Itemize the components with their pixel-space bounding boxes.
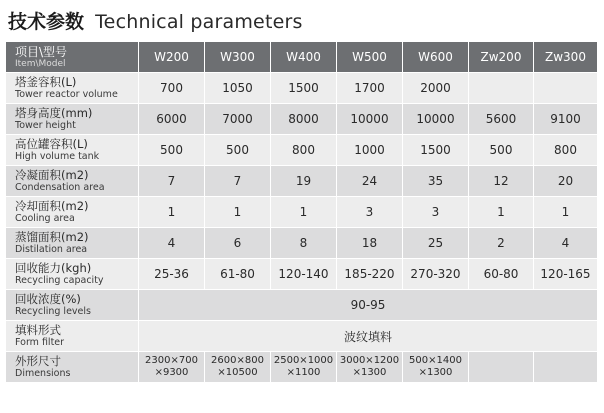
row-label-cn: 塔釜容积(L): [15, 75, 77, 89]
table-cell: 8000: [271, 104, 337, 135]
table-cell: [534, 73, 598, 104]
table-cell: 6000: [139, 104, 205, 135]
table-cell: 24: [337, 166, 403, 197]
row-label: [6, 73, 139, 104]
model-header: W600: [403, 42, 469, 73]
table-cell: 1000: [337, 135, 403, 166]
row-label-en: Distilation area: [15, 244, 88, 255]
dimension-line: 3000×1200: [339, 355, 400, 366]
row-label-cn: 高位罐容积(L): [15, 137, 88, 151]
model-header: Zw200: [469, 42, 534, 73]
table-cell: 1: [469, 197, 534, 228]
dimension-line: ×1300: [418, 367, 453, 378]
row-label-cn: 塔身高度(mm): [15, 106, 93, 120]
row-label-cn: 回收能力(kgh): [15, 261, 92, 275]
table-row-dimensions: [6, 352, 598, 383]
table-row: [6, 228, 598, 259]
row-label-en: Tower reactor volume: [15, 89, 118, 100]
table-cell: 4: [534, 228, 598, 259]
table-cell: 1: [139, 197, 205, 228]
table-cell: 1700: [337, 73, 403, 104]
table-cell: 3: [403, 197, 469, 228]
form-filter-value: 波纹填料: [139, 321, 598, 352]
table-cell: 1: [534, 197, 598, 228]
dimension-line: 2600×800: [211, 355, 264, 366]
table-cell: 10000: [337, 104, 403, 135]
row-label-en: Form filter: [15, 337, 65, 348]
table-cell: 1500: [403, 135, 469, 166]
model-header: W400: [271, 42, 337, 73]
table-row-form-filter: [6, 321, 598, 352]
table-cell: 61-80: [205, 259, 271, 290]
table-cell: 3: [337, 197, 403, 228]
table-cell: 25: [403, 228, 469, 259]
table-cell: 500: [205, 135, 271, 166]
row-label: [6, 135, 139, 166]
table-cell: 8: [271, 228, 337, 259]
table-cell: 1050: [205, 73, 271, 104]
table-cell: 1: [271, 197, 337, 228]
table-cell: 1: [205, 197, 271, 228]
row-label-cn: 冷却面积(m2): [15, 199, 89, 213]
row-label: [6, 104, 139, 135]
row-label-cn: 外形尺寸: [15, 354, 61, 368]
table-cell: 5600: [469, 104, 534, 135]
title-cn: 技术参数: [8, 11, 85, 33]
dimension-line: 500×1400: [409, 355, 462, 366]
table-cell: 270-320: [403, 259, 469, 290]
dimension-cell: [469, 352, 534, 383]
table-cell: 12: [469, 166, 534, 197]
page-title: [8, 8, 303, 36]
row-label-en: Cooling area: [15, 213, 75, 224]
table-cell: 60-80: [469, 259, 534, 290]
table-cell: 6: [205, 228, 271, 259]
table-cell: [469, 73, 534, 104]
table-row: [6, 73, 598, 104]
dimension-line: 2500×1000: [273, 355, 334, 366]
row-label: [6, 166, 139, 197]
table-cell: 20: [534, 166, 598, 197]
row-label: [6, 259, 139, 290]
table-cell: 800: [271, 135, 337, 166]
dimension-line: 2300×700: [145, 355, 198, 366]
table-cell: 1500: [271, 73, 337, 104]
table-cell: 2000: [403, 73, 469, 104]
table-cell: 120-165: [534, 259, 598, 290]
table-cell: 7: [139, 166, 205, 197]
row-label-en: Condensation area: [15, 182, 105, 193]
table-cell: 10000: [403, 104, 469, 135]
row-label: [6, 321, 139, 352]
dimension-line: ×1300: [352, 367, 387, 378]
row-label: [6, 290, 139, 321]
dimension-cell: [205, 352, 271, 383]
row-label-en: Tower height: [15, 120, 76, 131]
row-label: [6, 228, 139, 259]
table-cell: 700: [139, 73, 205, 104]
row-label-cn: 冷凝面积(m2): [15, 168, 89, 182]
table-cell: 120-140: [271, 259, 337, 290]
row-label-cn: 填料形式: [15, 323, 61, 337]
table-cell: 4: [139, 228, 205, 259]
model-header: Zw300: [534, 42, 598, 73]
table-header-row: [6, 42, 598, 73]
row-label-cn: 蒸馏面积(m2): [15, 230, 89, 244]
recycling-levels-value: 90-95: [139, 290, 598, 321]
table-cell: 500: [139, 135, 205, 166]
dimension-cell: [337, 352, 403, 383]
header-param-cell: [6, 42, 139, 73]
row-label-en: High volume tank: [15, 151, 100, 162]
title-en: Technical parameters: [95, 11, 303, 33]
dimension-cell: [403, 352, 469, 383]
table-cell: 18: [337, 228, 403, 259]
dimension-cell: [271, 352, 337, 383]
table-cell: 7000: [205, 104, 271, 135]
spec-table: [5, 41, 598, 383]
model-header: W500: [337, 42, 403, 73]
dimension-line: ×1100: [286, 367, 321, 378]
table-row: [6, 104, 598, 135]
row-label: [6, 352, 139, 383]
row-label: [6, 197, 139, 228]
dimension-cell: [139, 352, 205, 383]
row-label-en: Recycling levels: [15, 306, 91, 317]
model-header: W200: [139, 42, 205, 73]
table-row-recycling-levels: [6, 290, 598, 321]
table-cell: 500: [469, 135, 534, 166]
table-cell: 2: [469, 228, 534, 259]
table-cell: 7: [205, 166, 271, 197]
row-label-en: Recycling capacity: [15, 275, 104, 286]
dimension-line: ×10500: [217, 367, 258, 378]
table-cell: 35: [403, 166, 469, 197]
row-label-cn: 回收浓度(%): [15, 292, 81, 306]
table-row: [6, 135, 598, 166]
table-cell: 800: [534, 135, 598, 166]
header-param-cn: 项目\型号: [15, 44, 68, 59]
table-row: [6, 197, 598, 228]
row-label-en: Dimensions: [15, 368, 71, 379]
table-cell: 19: [271, 166, 337, 197]
dimension-cell: [534, 352, 598, 383]
table-row: [6, 259, 598, 290]
dimension-line: ×9300: [154, 367, 189, 378]
header-param-en: Item\Model: [15, 58, 66, 69]
model-header: W300: [205, 42, 271, 73]
table-cell: 185-220: [337, 259, 403, 290]
table-cell: 9100: [534, 104, 598, 135]
table-cell: 25-36: [139, 259, 205, 290]
table-row: [6, 166, 598, 197]
